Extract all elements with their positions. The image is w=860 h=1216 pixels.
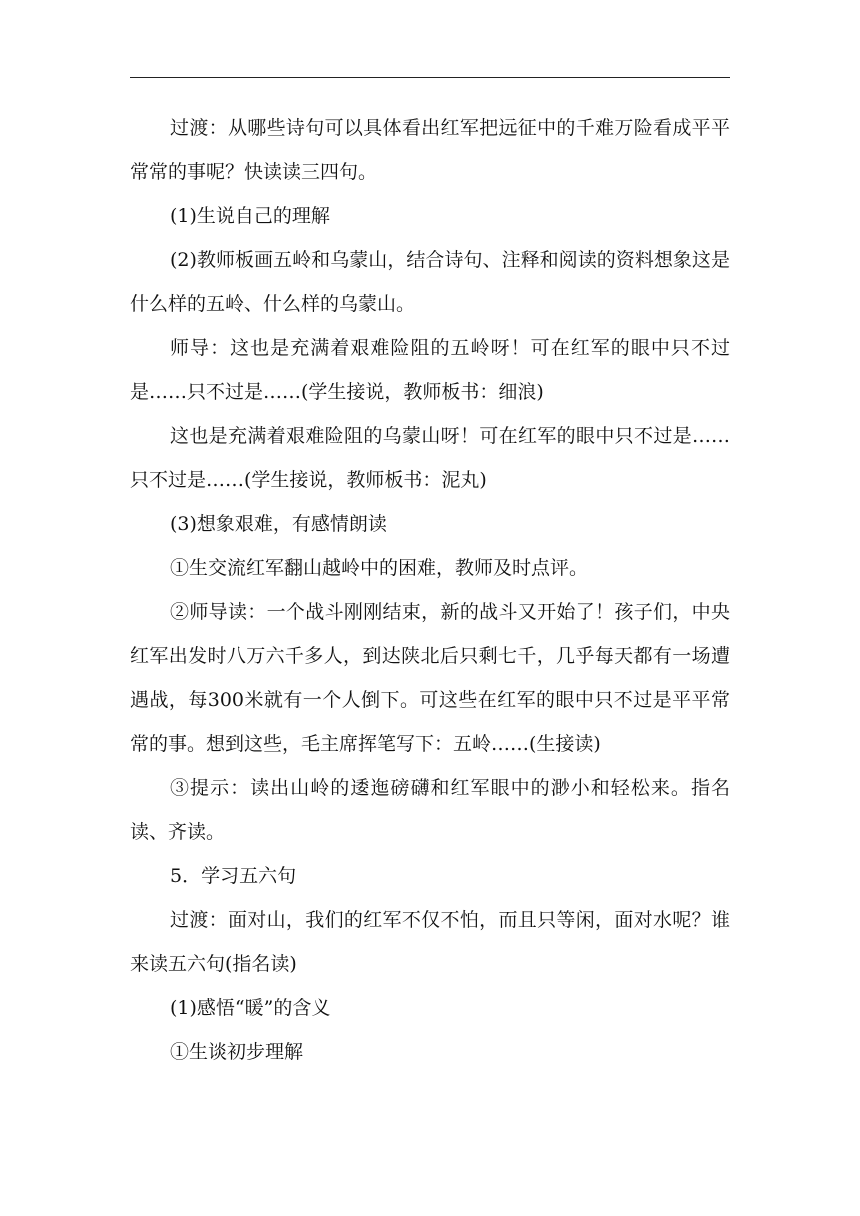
paragraph-step-1: (1)生说自己的理解	[170, 205, 330, 227]
paragraph-wumeng-mountain: 这也是充满着艰难险阻的乌蒙山呀！可在红军的眼中只不过是……只不过是……(学生接说，教师板书：泥丸)	[130, 425, 730, 491]
paragraph-step-2: (2)教师板画五岭和乌蒙山，结合诗句、注释和阅读的资料想象这是什么样的五岭、什么样的乌蒙山。	[130, 249, 730, 315]
paragraph-transition-lines-5-6: 过渡：面对山，我们的红军不仅不怕，而且只等闲，面对水呢？谁来读五六句(指名读)	[130, 909, 730, 975]
paragraph-item-1-initial: ①生谈初步理解	[170, 1041, 304, 1063]
paragraph-item-2: ②师导读：一个战斗刚刚结束，新的战斗又开始了！孩子们，中央红军出发时八万六千多人，到达陕北后只剩七千，几乎每天都有一场遭遇战，每300米就有一个人倒下。可这些在红军的眼中只不过是平平常常的事。想到这些，毛主席挥笔写下：五岭……(生接读)	[130, 601, 730, 755]
paragraph-teacher-guide-wuling: 师导：这也是充满着艰难险阻的五岭呀！可在红军的眼中只不过是……只不过是……(学生接说，教师板书：细浪)	[130, 337, 730, 403]
paragraph-step-1-warmth: (1)感悟“暖”的含义	[170, 997, 331, 1019]
paragraph-item-3: ③提示：读出山岭的逶迤磅礴和红军眼中的渺小和轻松来。指名读、齐读。	[130, 777, 730, 843]
header-rule	[130, 77, 730, 78]
section-heading-5: 5．学习五六句	[170, 865, 297, 887]
paragraph-transition-lines-3-4: 过渡：从哪些诗句可以具体看出红军把远征中的千难万险看成平平常常的事呢？快读读三四句。	[130, 117, 730, 183]
paragraph-item-1: ①生交流红军翻山越岭中的困难，教师及时点评。	[170, 557, 589, 579]
paragraph-step-3: (3)想象艰难，有感情朗读	[170, 513, 387, 535]
document-body	[130, 106, 730, 1074]
